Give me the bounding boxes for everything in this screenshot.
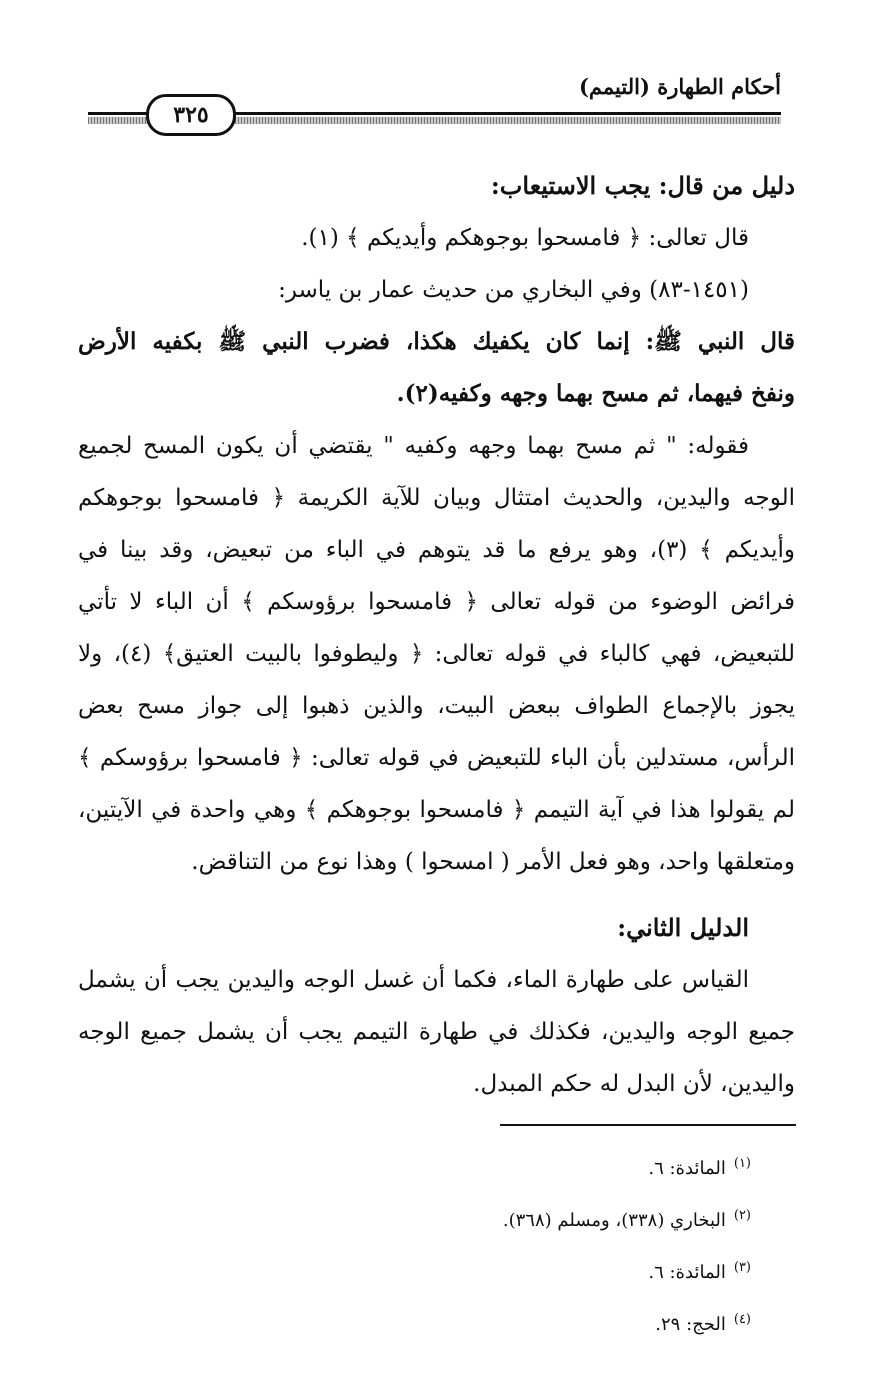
footnote-item <box>503 1138 751 1190</box>
paragraph-gap <box>78 888 795 902</box>
text-line: ومتعلقها واحد، وهو فعل الأمر ( امسحوا ) وهذا نوع من التناقض. <box>191 849 795 875</box>
text-line: القياس على طهارة الماء، فكما أن غسل الوجه واليدين يجب أن يشمل <box>78 967 749 993</box>
section-heading: دليل من قال: يجب الاستيعاب: <box>490 171 795 200</box>
footnote-text: المائدة: ٦. <box>648 1262 726 1283</box>
text-line: الرأس، مستدلين بأن الباء للتبعيض في قوله تعالى: ﴿ فامسحوا برؤوسكم ﴾ <box>78 745 795 771</box>
footnote-number: (١) <box>733 1156 751 1171</box>
hadith-line: ونفخ فيهما، ثم مسح بهما وجهه وكفيه(٢). <box>396 380 795 407</box>
footnote-text: الحج: ٢٩. <box>655 1314 726 1335</box>
section-heading: الدليل الثاني: <box>617 913 749 942</box>
text-line: للتبعيض، فهي كالباء في قوله تعالى: ﴿ وليطوفوا بالبيت العتيق﴾ (٤)، ولا <box>78 641 795 667</box>
text-line: فرائض الوضوء من قوله تعالى ﴿ فامسحوا برؤوسكم ﴾ أن الباء لا تأتي <box>78 589 795 615</box>
text-line: لم يقولوا هذا في آية التيمم ﴿ فامسحوا بوجوهكم ﴾ وهي واحدة في الآيتين، <box>78 797 795 823</box>
footnotes <box>503 1138 751 1346</box>
footnote-text: البخاري (٣٣٨)، ومسلم (٣٦٨). <box>502 1210 726 1231</box>
footnote-item <box>503 1242 751 1294</box>
footnote-separator <box>500 1124 796 1126</box>
text-line: واليدين، لأن البدل له حكم المبدل. <box>473 1071 795 1097</box>
footnote-number: (٤) <box>733 1312 751 1327</box>
main-text <box>78 160 795 1110</box>
running-title: أحكام الطهارة (التيمم) <box>578 74 781 99</box>
footnote-item <box>503 1190 751 1242</box>
text-line: جميع الوجه واليدين، فكذلك في طهارة التيمم يجب أن يشمل جميع الوجه <box>78 1019 795 1045</box>
footnote-item <box>503 1294 751 1346</box>
text-line: قال تعالى: ﴿ فامسحوا بوجوهكم وأيديكم ﴾ (١). <box>301 225 749 251</box>
footnote-number: (٣) <box>733 1260 751 1275</box>
hadith-line: قال النبي ﷺ: إنما كان يكفيك هكذا، فضرب النبي ﷺ بكفيه الأرض <box>78 328 795 355</box>
text-line: فقوله: " ثم مسح بهما وجهه وكفيه " يقتضي أن يكون المسح لجميع <box>78 433 749 459</box>
text-line: (١٤٥١-٨٣) وفي البخاري من حديث عمار بن ياسر: <box>278 277 749 303</box>
footnote-number: (٢) <box>733 1208 751 1223</box>
text-line: وأيديكم ﴾ (٣)، وهو يرفع ما قد يتوهم في الباء من تبعيض، وقد بينا في <box>78 537 795 563</box>
footnote-text: المائدة: ٦. <box>648 1158 726 1179</box>
page-number: ٣٢٥ <box>146 94 236 136</box>
text-line: الوجه واليدين، والحديث امتثال وبيان للآية الكريمة ﴿ فامسحوا بوجوهكم <box>78 485 795 511</box>
text-line: يجوز بالإجماع الطواف ببعض البيت، والذين ذهبوا إلى جواز مسح بعض <box>78 693 795 719</box>
